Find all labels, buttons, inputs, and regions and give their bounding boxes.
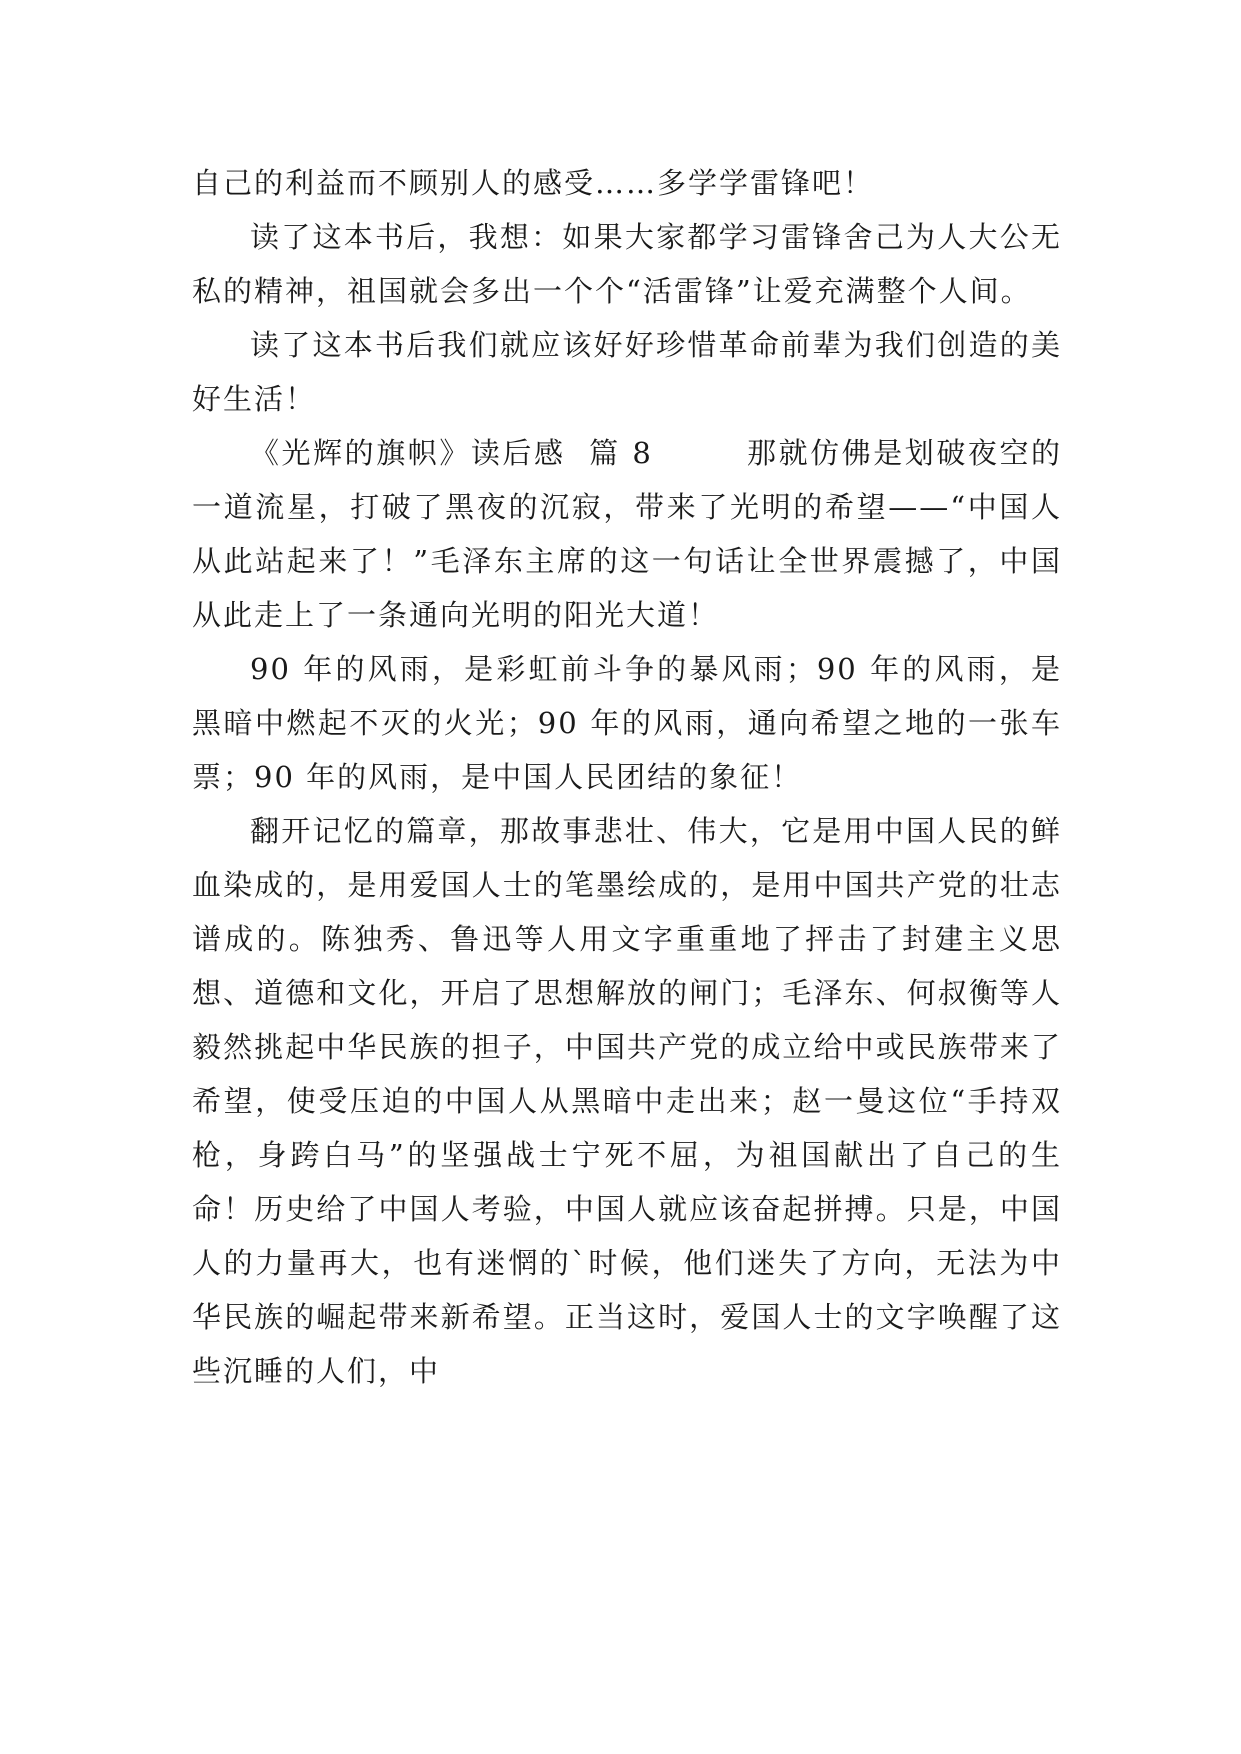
paragraph: 自己的利益而不顾别人的感受……多学学雷锋吧！ [192, 166, 875, 200]
paragraph: 读了这本书后，我想：如果大家都学习雷锋舍己为人大公无私的精神，祖国就会多出一个个“活雷锋”让爱充满整个人间。 [192, 220, 1062, 308]
paragraph: 读了这本书后我们就应该好好珍惜革命前辈为我们创造的美好生活！ [192, 328, 1062, 416]
paragraph: 《光辉的旗帜》读后感 篇 8 那就仿佛是划破夜空的一道流星，打破了黑夜的沉寂，带来了光明的希望——“中国人从此站起来了！”毛泽东主席的这一句话让全世界震撼了，中国从此走上了一条通向光明的阳光大道！ [192, 436, 1062, 632]
document-body [192, 156, 1062, 1398]
paragraph: 翻开记忆的篇章，那故事悲壮、伟大，它是用中国人民的鲜血染成的，是用爱国人士的笔墨绘成的，是用中国共产党的壮志谱成的。陈独秀、鲁迅等人用文字重重地了抨击了封建主义思想、道德和文化，开启了思想解放的闸门；毛泽东、何叔衡等人毅然挑起中华民族的担子，中国共产党的成立给中或民族带来了希望，使受压迫的中国人从黑暗中走出来；赵一曼这位“手持双枪，身跨白马”的坚强战士宁死不屈，为祖国献出了自己的生命！历史给了中国人考验，中国人就应该奋起拼搏。只是，中国人的力量再大，也有迷惘的`时候，他们迷失了方向，无法为中华民族的崛起带来新希望。正当这时，爱国人士的文字唤醒了这些沉睡的人们，中 [192, 814, 1062, 1388]
paragraph: 90 年的风雨，是彩虹前斗争的暴风雨；90 年的风雨，是黑暗中燃起不灭的火光；90 年的风雨，通向希望之地的一张车票；90 年的风雨，是中国人民团结的象征！ [192, 652, 1062, 794]
